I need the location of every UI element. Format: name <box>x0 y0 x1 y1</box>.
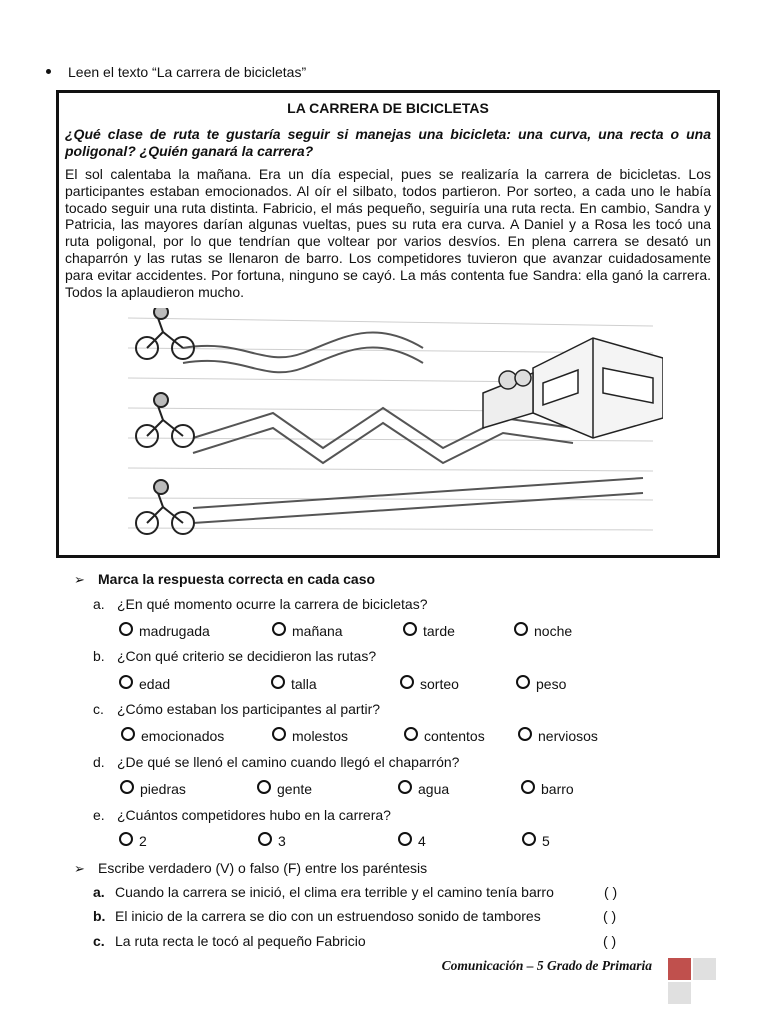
option-manana[interactable]: mañana <box>272 622 343 639</box>
radio-circle-icon[interactable] <box>119 675 133 689</box>
option-3[interactable]: 3 <box>258 832 286 849</box>
option-4[interactable]: 4 <box>398 832 426 849</box>
section1-heading: ➢ Marca la respuesta correcta en cada caso <box>74 571 376 587</box>
question-c: c. ¿Cómo estaban los participantes al partir? <box>93 701 381 717</box>
footer-gray-square <box>668 982 691 1004</box>
option-talla[interactable]: talla <box>271 675 317 692</box>
cyclist-icon <box>136 308 194 359</box>
question-e: e. ¿Cuántos competidores hubo en la carrera? <box>93 807 391 823</box>
tf-blank-a[interactable]: ( ) <box>604 884 618 900</box>
tf-blank-b[interactable]: ( ) <box>603 908 617 924</box>
radio-circle-icon[interactable] <box>120 780 134 794</box>
cyclist-icon <box>136 393 194 447</box>
reading-question: ¿Qué clase de ruta te gustaría seguir si manejas una bicicleta: una curva, una recta o una poligonal? ¿Quién ganará la carrera? <box>65 126 711 159</box>
radio-circle-icon[interactable] <box>257 780 271 794</box>
option-gente[interactable]: gente <box>257 780 312 797</box>
radio-circle-icon[interactable] <box>258 832 272 846</box>
curved-route <box>183 332 423 357</box>
footer-gray-square <box>693 958 716 980</box>
arrow-bullet-icon: ➢ <box>74 861 85 876</box>
race-illustration <box>123 308 663 553</box>
reading-box <box>56 90 720 558</box>
option-emocionados[interactable]: emocionados <box>121 727 224 744</box>
tf-item-c: c. La ruta recta le tocó al pequeño Fabricio <box>93 933 366 949</box>
intro-line <box>46 64 306 80</box>
option-agua[interactable]: agua <box>398 780 449 797</box>
radio-circle-icon[interactable] <box>398 832 412 846</box>
radio-circle-icon[interactable] <box>398 780 412 794</box>
option-barro[interactable]: barro <box>521 780 574 797</box>
option-madrugada[interactable]: madrugada <box>119 622 210 639</box>
footer-text: Comunicación – 5 Grado de Primaria <box>441 958 652 973</box>
question-d: d. ¿De qué se llenó el camino cuando llegó el chaparrón? <box>93 754 460 770</box>
radio-circle-icon[interactable] <box>400 675 414 689</box>
option-sorteo[interactable]: sorteo <box>400 675 459 692</box>
option-tarde[interactable]: tarde <box>403 622 455 639</box>
option-nerviosos[interactable]: nerviosos <box>518 727 598 744</box>
tf-item-b: b. El inicio de la carrera se dio con un estruendoso sonido de tambores <box>93 908 541 924</box>
arrow-bullet-icon: ➢ <box>74 572 85 587</box>
option-molestos[interactable]: molestos <box>272 727 348 744</box>
radio-circle-icon[interactable] <box>272 727 286 741</box>
cyclist-icon <box>136 480 194 534</box>
straight-route <box>193 478 643 508</box>
radio-circle-icon[interactable] <box>522 832 536 846</box>
option-peso[interactable]: peso <box>516 675 566 692</box>
bullet-icon <box>46 69 51 74</box>
radio-circle-icon[interactable] <box>271 675 285 689</box>
footer-accent-square <box>668 958 691 980</box>
radio-circle-icon[interactable] <box>404 727 418 741</box>
house-icon <box>483 338 663 438</box>
question-a: a. ¿En qué momento ocurre la carrera de bicicletas? <box>93 596 428 612</box>
option-noche[interactable]: noche <box>514 622 572 639</box>
option-2[interactable]: 2 <box>119 832 147 849</box>
radio-circle-icon[interactable] <box>514 622 528 636</box>
option-contentos[interactable]: contentos <box>404 727 485 744</box>
tf-item-a: a. Cuando la carrera se inició, el clima era terrible y el camino tenía barro <box>93 884 554 900</box>
radio-circle-icon[interactable] <box>516 675 530 689</box>
reading-paragraph: El sol calentaba la mañana. Era un día especial, pues se realizaría la carrera de bicicletas. Los participantes estaban emocionados. Al oír el silbato, todos partieron. Por sorteo, a cada uno le había tocado seguir una ruta distinta. Fabricio, el más pequeño, seguiría una ruta recta. En cambio, Sandra y Patricia, las mayores darían algunas vueltas, pues su ruta era curva. A Daniel y a Rosa les tocó una ruta poligonal, por lo que tendrían que voltear por varios desvíos. En plena carrera se desató un chaparrón y las rutas se llenaron de barro. Los competidores tuvieron que avanzar cuidadosamente para evitar accidentes. Por fortuna, ninguno se cayó. La más contenta fue Sandra: ella ganó la carrera. Todos la aplaudieron mucho. <box>65 166 711 300</box>
section2-heading: ➢ Escribe verdadero (V) o falso (F) entre los paréntesis <box>74 860 428 876</box>
intro-text: Leen el texto “La carrera de bicicletas” <box>68 64 307 80</box>
radio-circle-icon[interactable] <box>521 780 535 794</box>
radio-circle-icon[interactable] <box>119 622 133 636</box>
tf-blank-c[interactable]: ( ) <box>603 933 617 949</box>
option-piedras[interactable]: piedras <box>120 780 186 797</box>
radio-circle-icon[interactable] <box>518 727 532 741</box>
question-b: b. ¿Con qué criterio se decidieron las rutas? <box>93 648 377 664</box>
radio-circle-icon[interactable] <box>403 622 417 636</box>
radio-circle-icon[interactable] <box>272 622 286 636</box>
option-edad[interactable]: edad <box>119 675 170 692</box>
radio-circle-icon[interactable] <box>119 832 133 846</box>
radio-circle-icon[interactable] <box>121 727 135 741</box>
option-5[interactable]: 5 <box>522 832 550 849</box>
reading-title: LA CARRERA DE BICICLETAS <box>287 100 489 116</box>
